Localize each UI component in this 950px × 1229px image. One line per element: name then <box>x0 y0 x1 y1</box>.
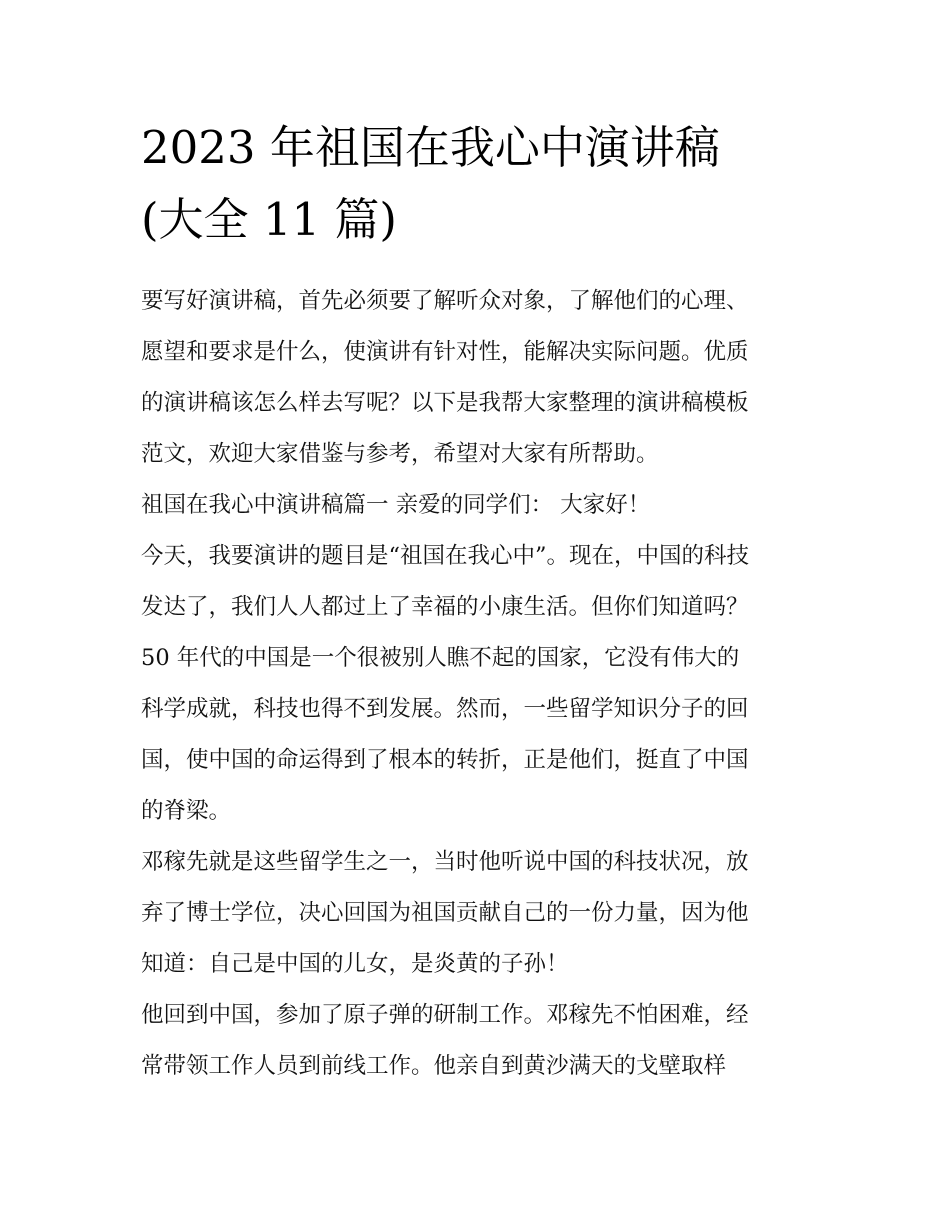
text-line: 弃了博士学位，决心回国为祖国贡献自己的一份力量，因为他 <box>141 900 749 926</box>
text-line: 的演讲稿该怎么样去写呢？以下是我帮大家整理的演讲稿模板 <box>141 390 749 416</box>
text-line: 今天，我要演讲的题目是“祖国在我心中”。现在，中国的科技 <box>141 543 750 569</box>
title-line-1: 2023 年祖国在我心中演讲稿 <box>141 121 720 174</box>
text-line: 知道：自己是中国的儿女，是炎黄的子孙！ <box>141 951 569 977</box>
paragraph-intro <box>141 276 813 480</box>
paragraph-greeting <box>141 480 813 531</box>
paragraph-topic <box>141 531 813 837</box>
text-line: 要写好演讲稿，首先必须要了解听众对象，了解他们的心理、 <box>141 288 749 314</box>
text-line: 祖国在我心中演讲稿篇一 亲爱的同学们： 大家好！ <box>141 492 651 518</box>
document-title <box>141 112 813 256</box>
document-content <box>141 112 813 1092</box>
text-line: 国，使中国的命运得到了根本的转折，正是他们，挺直了中国 <box>141 747 749 773</box>
text-line: 发达了，我们人人都过上了幸福的小康生活。但你们知道吗？ <box>141 594 749 620</box>
text-line: 他回到中国，参加了原子弹的研制工作。邓稼先不怕困难，经 <box>141 1002 749 1028</box>
paragraph-deng-jiaxian <box>141 837 813 990</box>
text-line: 范文，欢迎大家借鉴与参考，希望对大家有所帮助。 <box>141 441 659 467</box>
text-line: 50 年代的中国是一个很被别人瞧不起的国家，它没有伟大的 <box>141 645 740 671</box>
title-line-2: (大全 11 篇) <box>141 193 397 246</box>
text-line: 的脊梁。 <box>141 798 232 824</box>
text-line: 科学成就，科技也得不到发展。然而，一些留学知识分子的回 <box>141 696 749 722</box>
paragraph-return <box>141 990 813 1092</box>
document-body <box>141 276 813 1092</box>
text-line: 愿望和要求是什么，使演讲有针对性，能解决实际问题。优质 <box>141 339 749 365</box>
text-line: 常带领工作人员到前线工作。他亲自到黄沙满天的戈壁取样 <box>141 1053 727 1079</box>
text-line: 邓稼先就是这些留学生之一，当时他听说中国的科技状况，放 <box>141 849 749 875</box>
